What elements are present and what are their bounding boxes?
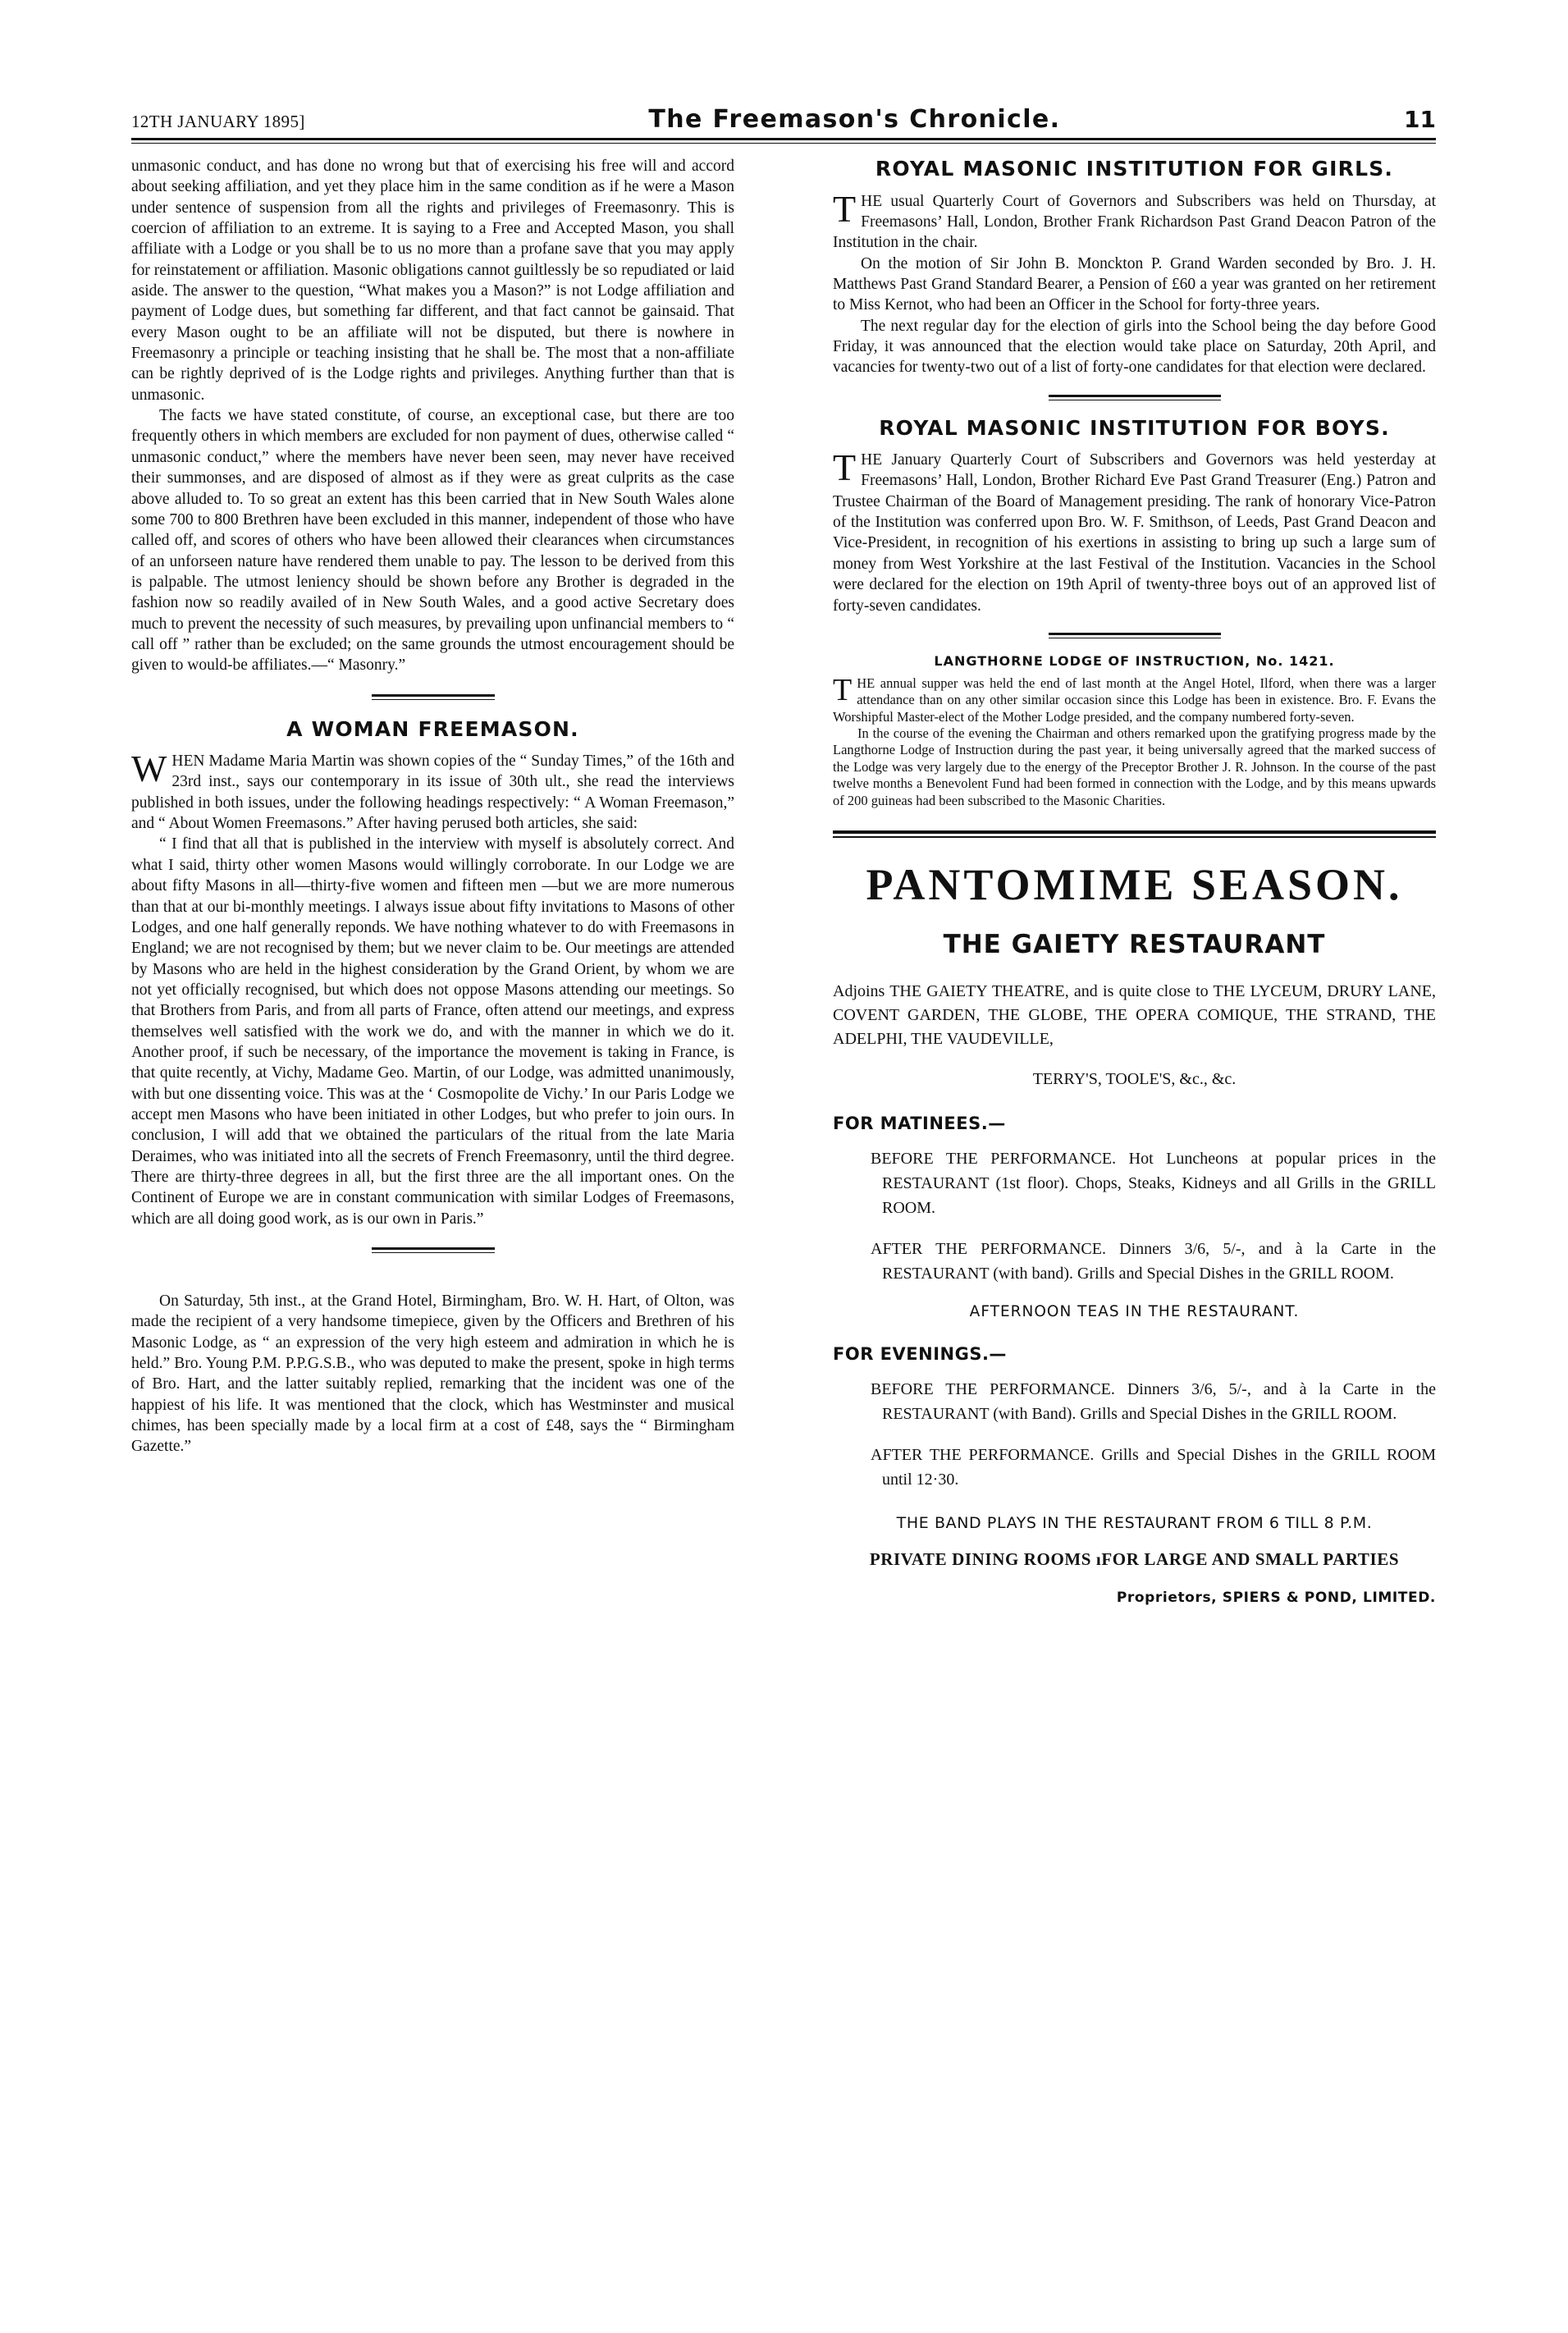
advert-evenings-after: AFTER THE PERFORMANCE. Grills and Special Dishes in the GRILL ROOM until 12·30. [871,1446,1436,1489]
langthorne-body [833,672,1436,810]
right-column [833,156,1436,1607]
advert-evenings-before: BEFORE THE PERFORMANCE. Dinners 3/6, 5/-, and à la Carte in the RESTAURANT (with Band). Grills and Special Dishes in the GRILL ROOM. [871,1380,1436,1424]
section-divider-3 [1049,395,1221,400]
boys-institution-heading: ROYAL MASONIC INSTITUTION FOR BOYS. [879,415,1390,440]
girls-institution-heading: ROYAL MASONIC INSTITUTION FOR GIRLS. [875,157,1394,181]
section-divider-4 [1049,633,1221,638]
langthorne-para-2: In the course of the evening the Chairman and others remarked upon the gratifying progress made by the Langthorne Lodge of Instruction during the past year, it being universally agreed that the marked success of the Lodge was very largely due to the energy of the Preceptor Brother J. R. Johnson. In the course of the past twelve months a Benevolent Fund had been formed in connection with the Lodge, and by this means upwards of 200 guineas had been subscribed to the Masonic Charities. [833,725,1436,808]
section-divider-2 [372,1247,495,1253]
article-continued-para-1: unmasonic conduct, and has done no wrong but that of exercising his free will and accord about seeking affiliation, and yet they place him in the same condition as if he were a Mason under sentence of suspension from all the rights and privileges of Freemasonry. This is coercion of affiliation to an extreme. It is saying to a Free and Accepted Mason, you shall affiliate with a Lodge or you shall be to us no more than a profane save that you may apply for reinstatement or affiliation. Masonic obligations cannot guiltlessly be so repudiated or laid aside. The answer to the question, “What makes you a Mason?” is not Lodge affiliation and payment of Lodge dues, but something far different, and that fact cannot be gainsaid. That every Mason ought to be an affiliate will not be disputed, but there is nowhere in Freemasonry a principle or teaching insisting that he shall be. The most that a non-affiliate can be rightly deprived of is the Lodge rights and privileges. Anything further than that is unmasonic. [131,158,734,404]
girls-institution-opening [833,187,1436,254]
boys-institution-opening [833,446,1436,616]
advert-title: PANTOMIME SEASON. [866,860,1403,910]
spacer [131,1269,734,1291]
langthorne-opening-text: HE annual supper was held the end of last month at the Angel Hotel, Ilford, when there was a larger attendance than on any other similar occasion since this Lodge has been in existence. Bro. F. Evans the Worshipful Master-elect of the Mother Lodge presided, and the company numbered forty-seven. [833,675,1436,725]
advert-intro: Adjoins THE GAIETY THEATRE, and is quite close to THE LYCEUM, DRURY LANE, COVENT GARDEN, THE GLOBE, THE OPERA COMIQUE, THE STRAND, THE ADELPHI, THE VAUDEVILLE, [833,981,1436,1048]
advert-intro-last: TERRY'S, TOOLE'S, &c., &c. [1032,1069,1237,1088]
dropcap-w: W [131,748,167,790]
advert-afternoon-teas: AFTERNOON TEAS IN THE RESTAURANT. [969,1303,1300,1321]
advert-divider [833,830,1436,838]
article-continued-para-2: The facts we have stated constitute, of course, an exceptional case, but there are too frequently others in which members are excluded for non payment of dues, otherwise called “ unmasonic conduct,” where the members have never been seen, may never have received their summonses, and are disposed of almost as if they were as great culprits as the case above alluded to. To so great an extent has this been carried that in New South Wales alone some 700 to 800 Brethren have been excluded in this manner, independent of those who have called off, and scores of others who have been allowed their clearances when circumstances of an unforseen nature have rendered them unable to pay. The lesson to be derived from this is palpable. The utmost leniency should be shown before any Brother is degraded in the fashion now so readily availed of in New South Wales, and a good active Secretary does much to prevent the necessity of such measures, by prevailing upon unfinancial members to “ call off ” rather than be excluded; on the same grounds the utmost encouragement should be given to would-be affiliates.—“ Masonry.” [131,407,734,675]
masthead-divider [131,138,1436,144]
birmingham-note: On Saturday, 5th inst., at the Grand Hotel, Birmingham, Bro. W. H. Hart, of Olton, was made the recipient of a very handsome timepiece, given by the Officers and Brethren of his Masonic Lodge, as “ an expression of the very high esteem and admiration in which he is held.” Bro. Young P.M. P.P.G.S.B., who was deputed to make the present, spoke in high terms of Bro. Hart, and the latter suitably replied, remarking that the incident was one of the happiest of his life. It was mentioned that the clock, which has Westminster and musical chimes, has been specially made by a local firm at a cost of £48, says the “ Birmingham Gazette.” [131,1292,734,1456]
girls-opening-text: HE usual Quarterly Court of Governors and Subscribers was held on Thursday, at Freemasons’ Hall, London, Brother Frank Richardson Past Grand Deacon Patron of the Institution in the chair. [833,192,1436,252]
masthead-date: 12TH JANUARY 1895] [131,112,305,131]
section-divider [372,694,495,700]
advert-matinees-before: BEFORE THE PERFORMANCE. Hot Luncheons at popular prices in the RESTAURANT (1st floor). Chops, Steaks, Kidneys and all Grills in the GRILL ROOM. [871,1150,1436,1218]
advert-matinees-heading: FOR MATINEES.— [833,1113,1006,1133]
advert-evenings-heading: FOR EVENINGS.— [833,1344,1007,1365]
page-title: The Freemason's Chronicle. [648,105,1061,134]
advert-matinees-after: AFTER THE PERFORMANCE. Dinners 3/6, 5/-, and à la Carte in the RESTAURANT (with band). Grills and Special Dishes in the GRILL ROOM. [871,1240,1436,1283]
masthead [131,105,1436,134]
woman-freemason-opening [131,748,734,834]
advertisement [833,856,1436,1607]
dropcap-t-langthorne: T [833,672,853,707]
langthorne-opening [833,672,1436,725]
advert-private-rooms: PRIVATE DINING ROOMS ıFOR LARGE AND SMALL PARTIES [869,1549,1400,1570]
advert-subtitle: THE GAIETY RESTAURANT [943,930,1326,960]
advert-proprietors: Proprietors, SPIERS & POND, LIMITED. [1116,1590,1436,1607]
boys-opening-text: HE January Quarterly Court of Subscribers and Governors was held yesterday at Freemasons’ Hall, London, Brother Richard Eve Past Grand Treasurer (Eng.) Patron and Trustee Chairman of the Board of Management presiding. The rank of honorary Vice-Patron of the Institution was conferred upon Bro. W. F. Smithson, of Leeds, Past Grand Deacon and Vice-President, in recognition of his exertions in assisting to bring up such a large sum of money from West Yorkshire at the last Festival of the Institution. Vacancies in the School were declared for the election on 19th April of twenty-three boys out of an approved list of forty-seven candidates. [833,451,1436,615]
left-column [131,156,734,1457]
woman-freemason-body: “ I find that all that is published in the interview with myself is absolutely correct. And what I said, thirty other women Masons would willingly corroborate. In our Lodge we are about fifty Masons in all—thirty-five women and fifteen men —but we are more numerous than that at our bi-monthly meetings. I always issue about fifty invitations to Masons of other Lodges, and one half generally reponds. We have nothing whatever to do with Freemasons in England; we are not recognised by them; but we never claim to be. Our meetings are attended by Masons who are held in the highest consideration by the Grand Orient, by whom we are not yet officially recognised, but which does not oppose Masons attending our meetings. So that Brothers from Paris, and from all parts of France, often attend our meetings, and express themselves well satisfied with the work we do, and with the manner in which we do it. Another proof, if such be necessary, of the importance the movement is taking in France, is that quite recently, at Vichy, Madame Geo. Martin, of our Lodge, was admitted unanimously, with but one dissenting voice. This was at the ‘ Cosmopolite de Vichy.’ In our Paris Lodge we accept men Masons who have been initiated in other Lodges, but who prefer to join ours. In conclusion, I will add that we obtained the particulars of the ritual from the late Maria Deraimes, who was initiated into all the secrets of French Freemasonry, until the third degree. There are thirty-three degrees in all, but the first three are the all important ones. On the Continent of Europe we are in constant communication with similar Lodges of Freemasons, which are all doing good work, as is our own in Paris.” [131,835,734,1228]
page-number: 11 [1404,106,1436,133]
langthorne-heading: LANGTHORNE LODGE OF INSTRUCTION, No. 1421. [934,652,1335,669]
girls-para-2: On the motion of Sir John B. Monckton P. Grand Warden seconded by Bro. J. H. Matthews Past Grand Standard Bearer, a Pension of £60 a year was granted on her retirement to Miss Kernot, who had been an Officer in the School for forty-three years. [833,254,1436,314]
woman-freemason-heading: A WOMAN FREEMASON. [286,716,579,741]
girls-para-3: The next regular day for the election of girls into the School being the day before Good Friday, it was announced that the election would take place on Saturday, 20th April, and vacancies for twenty-two out of a list of forty-one candidates for that election were declared. [833,317,1436,377]
woman-freemason-opening-text: HEN Madame Maria Martin was shown copies of the “ Sunday Times,” of the 16th and 23rd inst., says our contemporary in its issue of 30th ult., she read the interviews published in both issues, under the following headings respectively: “ A Woman Freemason,” and “ About Women Freemasons.” After having perused both articles, she said: [131,753,734,833]
advert-band-notice: THE BAND PLAYS IN THE RESTAURANT FROM 6 TILL 8 P.M. [896,1514,1373,1533]
dropcap-t-boys: T [833,446,857,489]
dropcap-t-girls: T [833,187,857,230]
